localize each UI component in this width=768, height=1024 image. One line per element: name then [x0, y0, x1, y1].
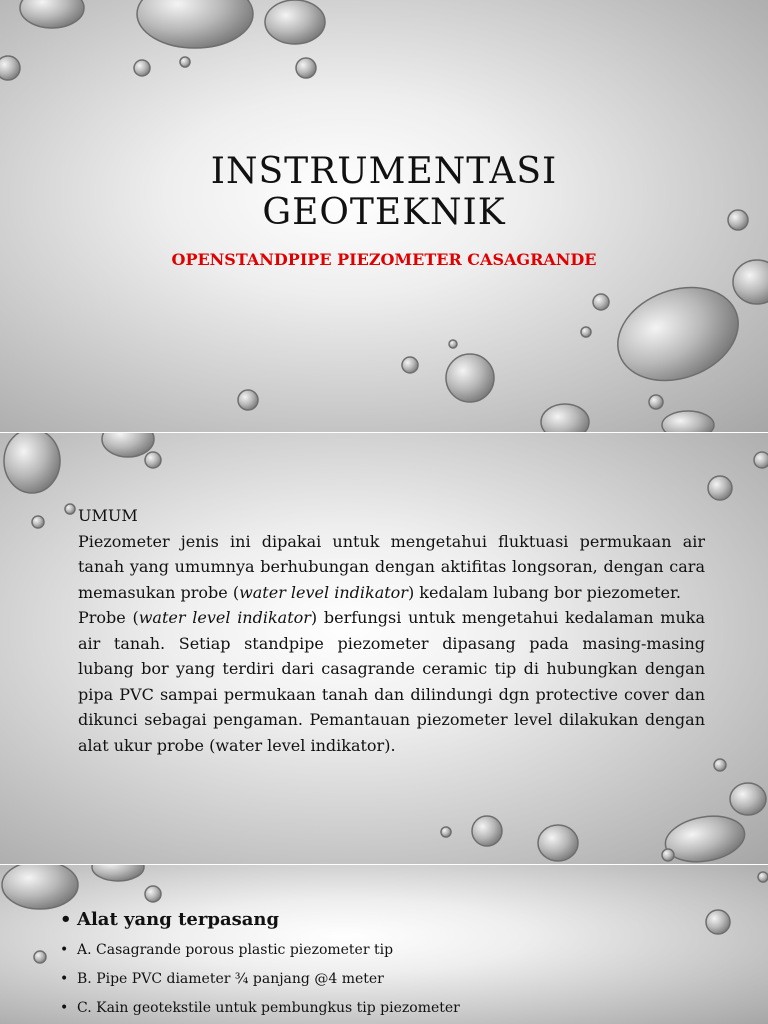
list-heading: • Alat yang terpasang — [60, 909, 740, 930]
list-item: • C. Kain geotekstile untuk pembungkus tip piezometer — [60, 1000, 740, 1016]
equipment-list — [60, 909, 740, 1024]
slide-alat — [0, 865, 768, 1024]
subtitle: OPENSTANDPIPE PIEZOMETER CASAGRANDE — [171, 250, 597, 269]
paragraph-1-end: ) kedalam lubang bor piezometer. — [407, 582, 681, 602]
slide-umum — [0, 433, 768, 864]
umum-content — [78, 503, 705, 758]
section-heading-umum: UMUM — [78, 506, 138, 525]
paragraph-2-end: ) berfungsi untuk mengetahui kedalaman muka air tanah. Setiap standpipe piezometer dipasang pada masing-masing lubang bor yang terdiri dari casagrande ceramic tip di hubungkan dengan pipa PVC sampai permukaan tanah dan dilindungi dgn protective cover dan dikunci sebagai pengaman. Pemantauan piezometer level dilakukan dengan alat ukur probe (water level indikator). — [78, 608, 705, 755]
list-item: • A. Casagrande porous plastic piezometer tip — [60, 942, 740, 958]
paragraph-2 — [78, 605, 705, 758]
paragraph-1-italic: water level indikator — [239, 582, 408, 602]
paragraph-1 — [78, 529, 705, 606]
list-item: • B. Pipe PVC diameter ¾ panjang @4 meter — [60, 971, 740, 987]
slide-title — [0, 0, 768, 432]
paragraph-2-italic: water level indikator — [138, 608, 311, 627]
paragraph-1-text: Piezometer jenis ini dipakai untuk mengetahui fluktuasi permukaan air tanah yang umumnya berhubungan dengan aktifitas longsoran, dengan cara memasukan probe ( — [78, 531, 705, 602]
paragraph-2-start: Probe ( — [78, 608, 139, 627]
title-line-2: GEOTEKNIK — [262, 192, 506, 233]
title-line-1: INSTRUMENTASI — [210, 151, 558, 192]
